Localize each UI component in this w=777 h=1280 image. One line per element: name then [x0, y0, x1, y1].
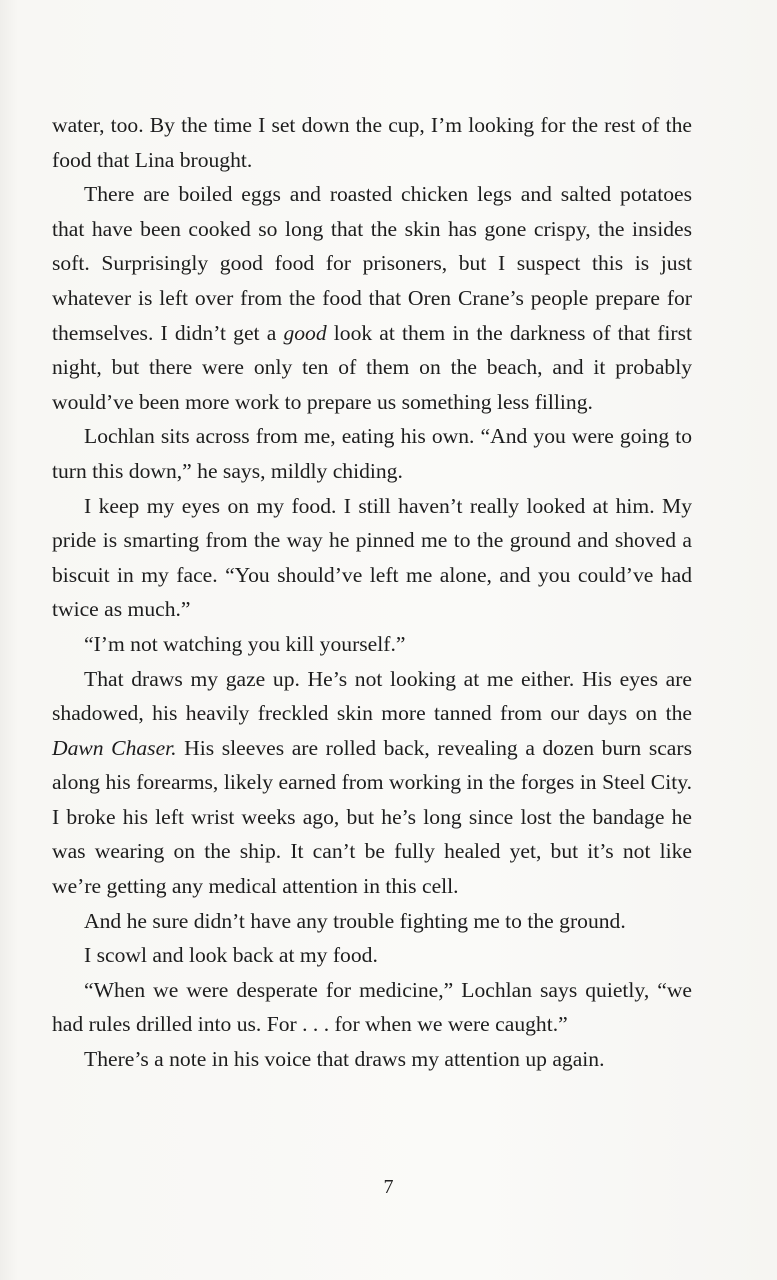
paragraph-3: Lochlan sits across from me, eating his own. “And you were going to turn this down,” he says, mildly chiding.	[52, 424, 692, 483]
emphasis-good: good	[283, 320, 327, 345]
paragraph-1: water, too. By the time I set down the cup, I’m looking for the rest of the food that Lina brought.	[52, 113, 692, 172]
paragraph-6: That draws my gaze up. He’s not looking at me either. His eyes are shadowed, his heavily freckled skin more tanned from our days on the Dawn Chaser. His sleeves are rolled back, revealing a dozen burn scars along his forearms, likely earned from working in the forges in Steel City. I broke his left wrist weeks ago, but he’s long since lost the bandage he was wearing on the ship. It can’t be fully healed yet, but it’s not like we’re getting any medical attention in this cell.	[52, 666, 692, 899]
paragraph-10: There’s a note in his voice that draws my attention up again.	[84, 1047, 605, 1072]
paragraph-7: And he sure didn’t have any trouble fighting me to the ground.	[84, 908, 626, 933]
page-number: 7	[383, 1176, 394, 1198]
paragraph-8: I scowl and look back at my food.	[84, 943, 378, 968]
paragraph-9: “When we were desperate for medicine,” Lochlan says quietly, “we had rules drilled into us. For . . . for when we were caught.”	[52, 977, 692, 1037]
paragraph-2: There are boiled eggs and roasted chicken legs and salted potatoes that have been cooked so long that the skin has gone crispy, the insides soft. Surprisingly good food for prisoners, but I suspect this is just whatever is left over from the food that Oren Crane’s people prepare for themselves. I didn’t get a good look at them in the darkness of that first night, but there were only ten of them on the beach, and it probably would’ve been more work to prepare us something less filling.	[52, 182, 692, 414]
paragraph-4: I keep my eyes on my food. I still haven’t really looked at him. My pride is smarting from the way he pinned me to the ground and shoved a biscuit in my face. “You should’ve left me alone, and you could’ve had twice as much.”	[52, 493, 692, 622]
ship-name: Dawn Chaser.	[52, 735, 177, 760]
paragraph-5: “I’m not watching you kill yourself.”	[84, 631, 406, 656]
body-text	[52, 108, 692, 1077]
